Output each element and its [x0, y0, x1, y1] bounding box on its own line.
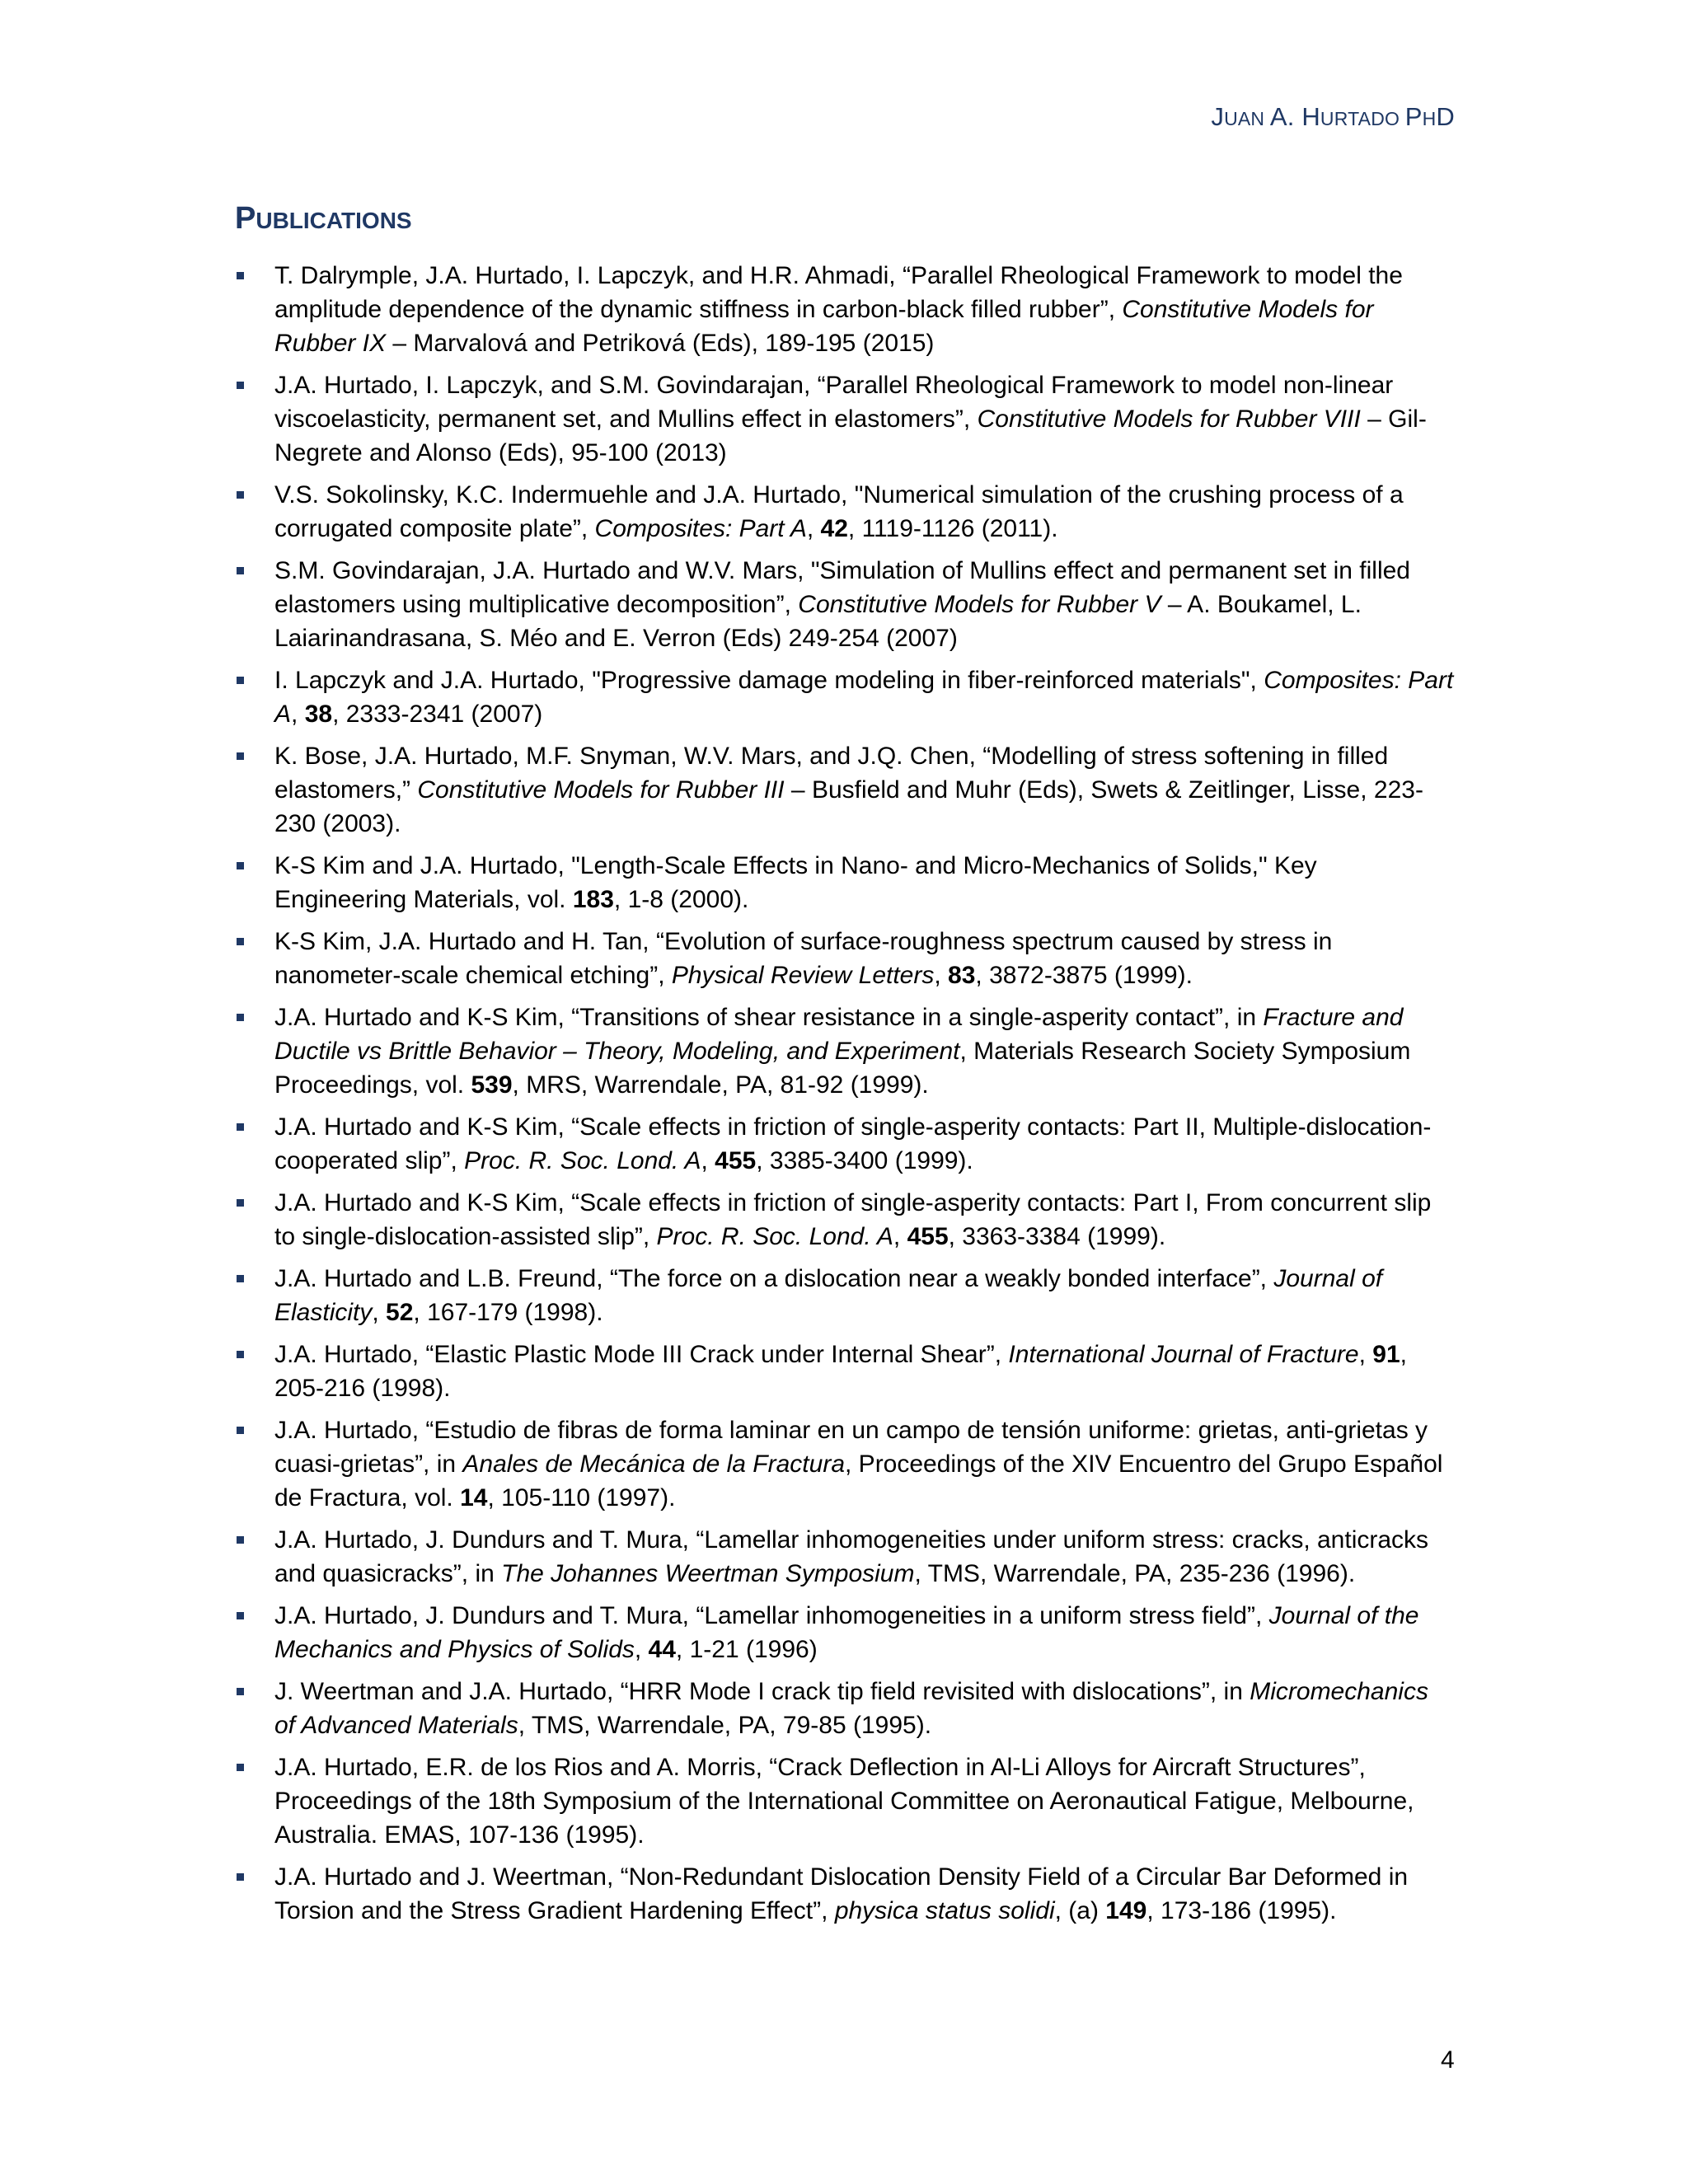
publication-volume: 149 [1105, 1897, 1147, 1924]
publication-text: – Busfield and Muhr (Eds), Swets & Zeitlinger, Lisse, 223-230 (2003). [274, 776, 1423, 837]
publication-venue: Composites: Part A [594, 515, 807, 542]
heading-text-part: J [1211, 102, 1225, 131]
publication-item [235, 368, 1455, 470]
heading-text-part: UAN [1224, 108, 1270, 129]
heading-text-part: P [235, 201, 256, 236]
publication-text: J.A. Hurtado and K-S Kim, “Scale effects in friction of single-asperity contacts: Part I, From concurrent slip to single-dislocation-assisted slip”, [274, 1189, 1432, 1250]
page-number: 4 [1441, 2046, 1455, 2074]
publication-text: , TMS, Warrendale, PA, 235-236 (1996). [914, 1560, 1356, 1587]
publication-text: J.A. Hurtado, E.R. de los Rios and A. Morris, “Crack Deflection in Al-Li Alloys for Aircraft Structures”, Proceedings of the 18th Symposium of the International Committee on Aeronautical Fatigue, Melbourne, Australia. EMAS, 107-136 (1995). [274, 1754, 1414, 1849]
publication-venue: Journal of the Mechanics and Physics of Solids [274, 1602, 1419, 1663]
publication-text: , 2333-2341 (2007) [332, 701, 543, 728]
publication-venue: Constitutive Models for Rubber III [417, 776, 785, 804]
publication-item [235, 1110, 1455, 1178]
heading-text-part: H [1422, 108, 1437, 129]
publication-item [235, 1413, 1455, 1515]
publication-text: J.A. Hurtado and L.B. Freund, “The force on a dislocation near a weakly bonded interface”, [274, 1265, 1274, 1292]
publication-volume: 44 [648, 1636, 676, 1663]
publication-venue: Journal of Elasticity [274, 1265, 1383, 1326]
publication-item [235, 1599, 1455, 1666]
publication-item [235, 554, 1455, 655]
publication-text: , 167-179 (1998). [413, 1299, 603, 1326]
publication-venue: Composites: Part A [274, 667, 1454, 728]
publication-text: , TMS, Warrendale, PA, 79-85 (1995). [518, 1712, 932, 1739]
publication-text: – A. Boukamel, L. Laiarinandrasana, S. Méo and E. Verron (Eds) 249-254 (2007) [274, 591, 1362, 652]
publication-text: J.A. Hurtado, I. Lapczyk, and S.M. Govindarajan, “Parallel Rheological Framework to model non-linear viscoelasticity, permanent set, and Mullins effect in elastomers”, [274, 372, 1394, 433]
square-bullet-icon [237, 272, 244, 279]
square-bullet-icon [237, 938, 244, 945]
square-bullet-icon [237, 382, 244, 389]
publication-text: J.A. Hurtado and K-S Kim, “Transitions of shear resistance in a single-asperity contact”, in [274, 1004, 1264, 1031]
square-bullet-icon [237, 1199, 244, 1207]
publication-volume: 83 [948, 962, 976, 989]
publication-text: J.A. Hurtado and J. Weertman, “Non-Redundant Dislocation Density Field of a Circular Bar Deformed in Torsion and the Stress Gradient Hardening Effect”, [274, 1863, 1409, 1924]
publication-item [235, 259, 1455, 360]
publication-item [235, 1675, 1455, 1742]
publication-volume: 38 [304, 701, 333, 728]
publication-venue: Physical Review Letters [671, 962, 935, 989]
square-bullet-icon [237, 752, 244, 760]
publication-item [235, 849, 1455, 916]
publication-item [235, 478, 1455, 546]
publication-volume: 183 [572, 886, 614, 913]
publication-venue: Proc. R. Soc. Lond. A [464, 1147, 701, 1174]
publication-volume: 455 [715, 1147, 757, 1174]
publication-text: , [291, 701, 305, 728]
publication-volume: 91 [1372, 1341, 1400, 1368]
publication-item [235, 1750, 1455, 1852]
publication-text: S.M. Govindarajan, J.A. Hurtado and W.V. Mars, "Simulation of Mullins effect and permanent set in filled elastomers using multiplicative decomposition”, [274, 557, 1410, 618]
heading-text-part: A. H [1269, 102, 1320, 131]
publication-text: , (a) [1054, 1897, 1106, 1924]
publication-text: K-S Kim, J.A. Hurtado and H. Tan, “Evolution of surface-roughness spectrum caused by stress in nanometer-scale chemical etching”, [274, 928, 1333, 989]
publication-text: J.A. Hurtado, J. Dundurs and T. Mura, “Lamellar inhomogeneities under uniform stress: cracks, anticracks and quasicracks”, in [274, 1526, 1429, 1587]
square-bullet-icon [237, 1764, 244, 1771]
publication-text: , [934, 962, 949, 989]
heading-text-part: P [1404, 102, 1423, 131]
publication-text: , 3872-3875 (1999). [975, 962, 1193, 989]
publication-item [235, 663, 1455, 731]
publication-volume: 52 [386, 1299, 414, 1326]
publication-text: I. Lapczyk and J.A. Hurtado, "Progressive damage modeling in fiber-reinforced materials", [274, 667, 1264, 694]
publication-text: , 205-216 (1998). [274, 1341, 1407, 1402]
publication-venue: The Johannes Weertman Symposium [501, 1560, 915, 1587]
square-bullet-icon [237, 862, 244, 869]
publication-item [235, 1523, 1455, 1591]
square-bullet-icon [237, 1688, 244, 1695]
section-title-publications [235, 201, 412, 237]
publication-venue: Micromechanics of Advanced Materials [274, 1678, 1428, 1739]
publication-text: K-S Kim and J.A. Hurtado, "Length-Scale Effects in Nano- and Micro-Mechanics of Solids," Key Engineering Materials, vol. [274, 852, 1317, 913]
publication-text: , 3363-3384 (1999). [948, 1223, 1166, 1250]
publication-text: K. Bose, J.A. Hurtado, M.F. Snyman, W.V. Mars, and J.Q. Chen, “Modelling of stress softening in filled elastomers,” [274, 743, 1389, 804]
square-bullet-icon [237, 567, 244, 574]
publication-item [235, 1338, 1455, 1405]
publication-text: , [372, 1299, 387, 1326]
publications-list [235, 259, 1455, 1936]
publication-venue: Proc. R. Soc. Lond. A [656, 1223, 893, 1250]
publication-text: J.A. Hurtado, “Estudio de fibras de forma laminar en un campo de tensión uniforme: grietas, anti-grietas y cuasi-grietas”, in [274, 1417, 1428, 1478]
publication-venue: physica status solidi [834, 1897, 1055, 1924]
publication-venue: Fracture and Ductile vs Brittle Behavior – Theory, Modeling, and Experiment [274, 1004, 1404, 1065]
publication-text: , 1119-1126 (2011). [847, 515, 1058, 542]
publication-text: J. Weertman and J.A. Hurtado, “HRR Mode I crack tip field revisited with dislocations”, in [274, 1678, 1250, 1705]
publication-venue: Constitutive Models for Rubber IX [274, 296, 1374, 357]
publication-text: , [634, 1636, 649, 1663]
publication-text: J.A. Hurtado, “Elastic Plastic Mode III Crack under Internal Shear”, [274, 1341, 1009, 1368]
publication-text: , MRS, Warrendale, PA, 81-92 (1999). [512, 1071, 929, 1099]
publication-text: , 1-21 (1996) [675, 1636, 818, 1663]
square-bullet-icon [237, 491, 244, 499]
publication-item [235, 1860, 1455, 1928]
publication-venue: Constitutive Models for Rubber V [798, 591, 1161, 618]
publication-text: J.A. Hurtado and K-S Kim, “Scale effects in friction of single-asperity contacts: Part II, Multiple-dislocation-cooperated slip”, [274, 1113, 1432, 1174]
publication-text: , 173-186 (1995). [1146, 1897, 1337, 1924]
square-bullet-icon [237, 1427, 244, 1434]
publication-item [235, 1001, 1455, 1102]
author-header [1211, 102, 1455, 132]
square-bullet-icon [237, 677, 244, 684]
publication-item [235, 1186, 1455, 1254]
publication-volume: 455 [907, 1223, 949, 1250]
heading-text-part: URTADO [1320, 108, 1405, 129]
publication-volume: 14 [460, 1484, 488, 1511]
publication-text: , [806, 515, 821, 542]
publication-text: T. Dalrymple, J.A. Hurtado, I. Lapczyk, and H.R. Ahmadi, “Parallel Rheological Framework to model the amplitude dependence of the dynamic stiffness in carbon-black filled rubber”, [274, 262, 1403, 323]
publication-venue: International Journal of Fracture [1008, 1341, 1359, 1368]
heading-text-part: D [1436, 102, 1455, 131]
publication-text: – Marvalová and Petriková (Eds), 189-195 (2015) [386, 330, 935, 357]
square-bullet-icon [237, 1612, 244, 1619]
publication-text: J.A. Hurtado, J. Dundurs and T. Mura, “Lamellar inhomogeneities in a uniform stress field”, [274, 1602, 1269, 1629]
publication-item [235, 925, 1455, 992]
publication-text: , 105-110 (1997). [487, 1484, 676, 1511]
publication-text: , Proceedings of the XIV Encuentro del Grupo Español de Fractura, vol. [274, 1451, 1443, 1511]
publication-volume: 42 [820, 515, 848, 542]
publication-volume: 539 [471, 1071, 513, 1099]
publication-text: , 3385-3400 (1999). [756, 1147, 973, 1174]
square-bullet-icon [237, 1014, 244, 1021]
publication-venue: Constitutive Models for Rubber VIII [977, 405, 1361, 433]
publication-text: V.S. Sokolinsky, K.C. Indermuehle and J.A. Hurtado, "Numerical simulation of the crushing process of a corrugated composite plate”, [274, 481, 1404, 542]
publication-text: , 1-8 (2000). [613, 886, 749, 913]
square-bullet-icon [237, 1275, 244, 1282]
publication-item [235, 739, 1455, 841]
square-bullet-icon [237, 1536, 244, 1544]
publication-text: , [701, 1147, 715, 1174]
square-bullet-icon [237, 1351, 244, 1358]
publication-text: , [1358, 1341, 1373, 1368]
publication-venue: Anales de Mecánica de la Fractura [462, 1451, 846, 1478]
publication-item [235, 1262, 1455, 1329]
square-bullet-icon [237, 1123, 244, 1131]
publication-text: – Gil-Negrete and Alonso (Eds), 95-100 (2013) [274, 405, 1427, 466]
publication-text: , Materials Research Society Symposium Proceedings, vol. [274, 1038, 1411, 1099]
publication-text: , [893, 1223, 907, 1250]
heading-text-part: UBLICATIONS [256, 208, 412, 233]
square-bullet-icon [237, 1873, 244, 1881]
